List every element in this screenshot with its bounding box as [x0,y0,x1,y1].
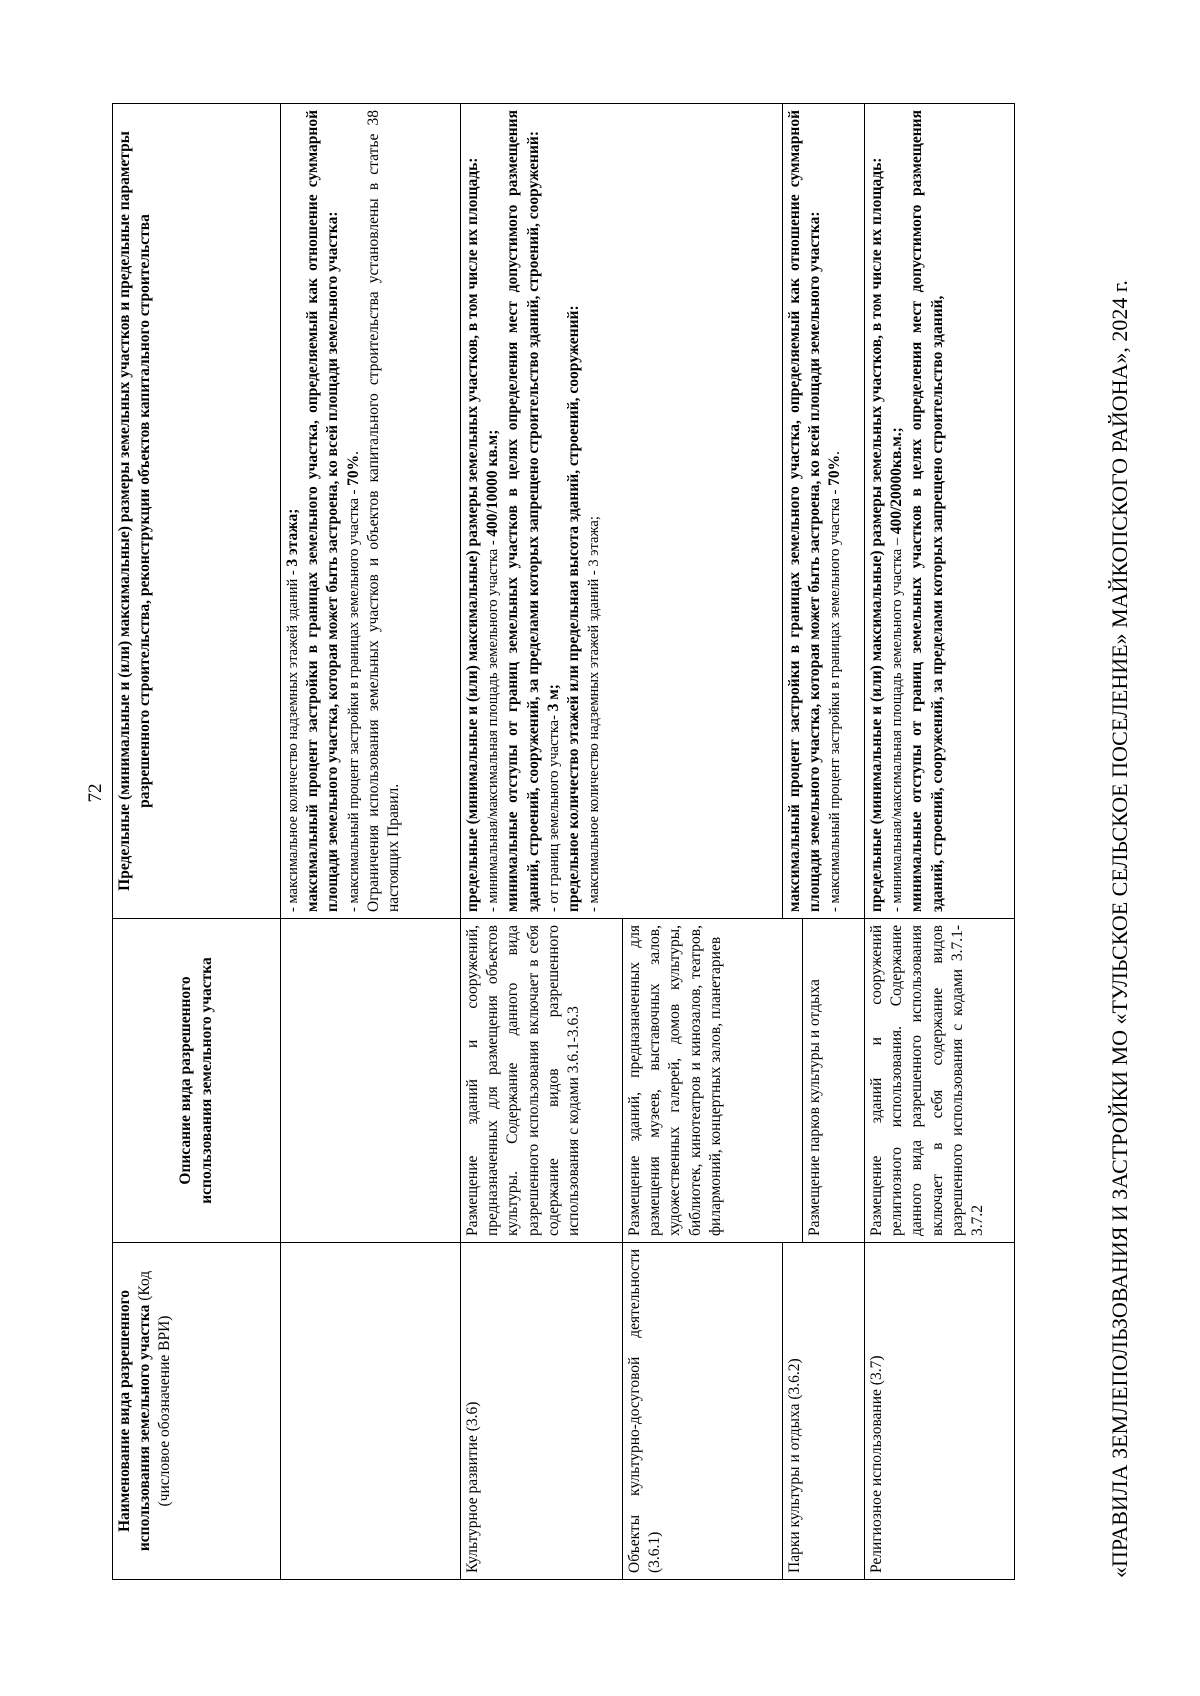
cell-use-name: Парки культуры и отдыха (3.6.2) [783,1243,865,1580]
cell-use-name: Объекты культурно-досуговой деятельности (3.6.1) [623,1243,783,1580]
table-row [865,104,1015,1580]
cell-description: Размещение парков культуры и отдыха [803,919,865,1243]
header-use-code: (Код (числовое обозначение ВРИ) [136,1270,174,1507]
header-use-name [113,1243,281,1580]
cell-parameters: предельные (минимальные и (или) максимальные) размеры земельных участков, в том числе их площадь: - минимальная/максимальная площадь земельного участка - 400/10000 кв.м; минимальные отступы от границ земельных участков в целях определения мест допустимого размещения зданий, строений, сооружений, за пределами которых запрещено строительство зданий, строений, сооружений: - от границ земельного участка- 3 м; предельное количество этажей или предельная высота зданий, строений, сооружений: - максимальное количество надземных этажей зданий - 3 этажа; [461,104,783,919]
cell-use-name: Культурное развитие (3.6) [461,1243,623,1580]
header-parameters: Предельные (минимальные и (или) максимальные) размеры земельных участков и предельные параметры разрешенного строительства, реконструкции объектов капитального строительства [113,104,281,919]
table-row [783,104,803,1580]
rules-table-page [112,104,1022,1580]
cell-parameters: - максимальное количество надземных этажей зданий - 3 этажа; максимальный процент застройки в границах земельного участка, определяемый как отношение суммарной площади земельного участка, которая может быть застроена, ко всей площади земельного участка: - максимальный процент застройки в границах земельного участка - 70%. Ограничения использования земельных участков и объектов капитального строительства установлены в статье 38 настоящих Правил. [281,104,461,919]
max-coverage-heading: максимальный процент застройки в границах земельного участка, определяемый как отношение суммарной площади земельного участка, которая может быть застроена, ко всей площади земельного участка: [304,110,342,912]
table-header-row [113,104,281,1580]
cell-parameters: максимальный процент застройки в границах земельного участка, определяемый как отношение суммарной площади земельного участка, которая может быть застроена, ко всей площади земельного участка: - максимальный процент застройки в границах земельного участка - 70%. [783,104,865,919]
header-use-name-bold: Наименование вида разрешенного использования земельного участка [116,1289,154,1552]
document-footer: «ПРАВИЛА ЗЕМЛЕПОЛЬЗОВАНИЯ И ЗАСТРОЙКИ МО «ТУЛЬСКОЕ СЕЛЬСКОЕ ПОСЕЛЕНИЕ» МАЙКОПСКОГО РАЙОНА», 2024 г. [1107,280,1132,1578]
table-row [461,104,623,1580]
header-description: Описание вида разрешенного использования земельного участка [113,919,281,1243]
land-use-table [112,103,1015,1580]
cell-use-name: Религиозное использование (3.7) [865,1243,1015,1580]
restrictions-note: Ограничения использования земельных участков и объектов капитального строительства установлены в статье 38 настоящих Правил. [364,110,403,912]
page-number: 72 [85,783,106,803]
cell-description: Размещение зданий и сооружений религиозного использования. Содержание данного вида разрешенного использования включает в себя содержание видов разрешенного использования с кодами 3.7.1-3.7.2 [865,919,1015,1243]
cell-parameters: предельные (минимальные и (или) максимальные) размеры земельных участков, в том числе их площадь: - минимальная/максимальная площадь земельного участка – 400/20000кв.м.; минимальные отступы от границ земельных участков в целях определения мест допустимого размещения зданий, строений, сооружений, за пределами которых запрещено строительство зданий, [865,104,1015,919]
cell-empty [281,919,461,1243]
cell-empty [281,1243,461,1580]
table-row [281,104,461,1580]
cell-description: Размещение зданий, предназначенных для размещения музеев, выставочных залов, художественных галерей, домов культуры, библиотек, кинотеатров и кинозалов, театров, филармоний, концертных залов, планетариев [623,919,803,1243]
cell-description: Размещение зданий и сооружений, предназначенных для размещения объектов культуры. Содержание данного вида разрешенного использования включает в себя содержание видов разрешенного использования с кодами 3.6.1-3.6.3 [461,919,623,1243]
